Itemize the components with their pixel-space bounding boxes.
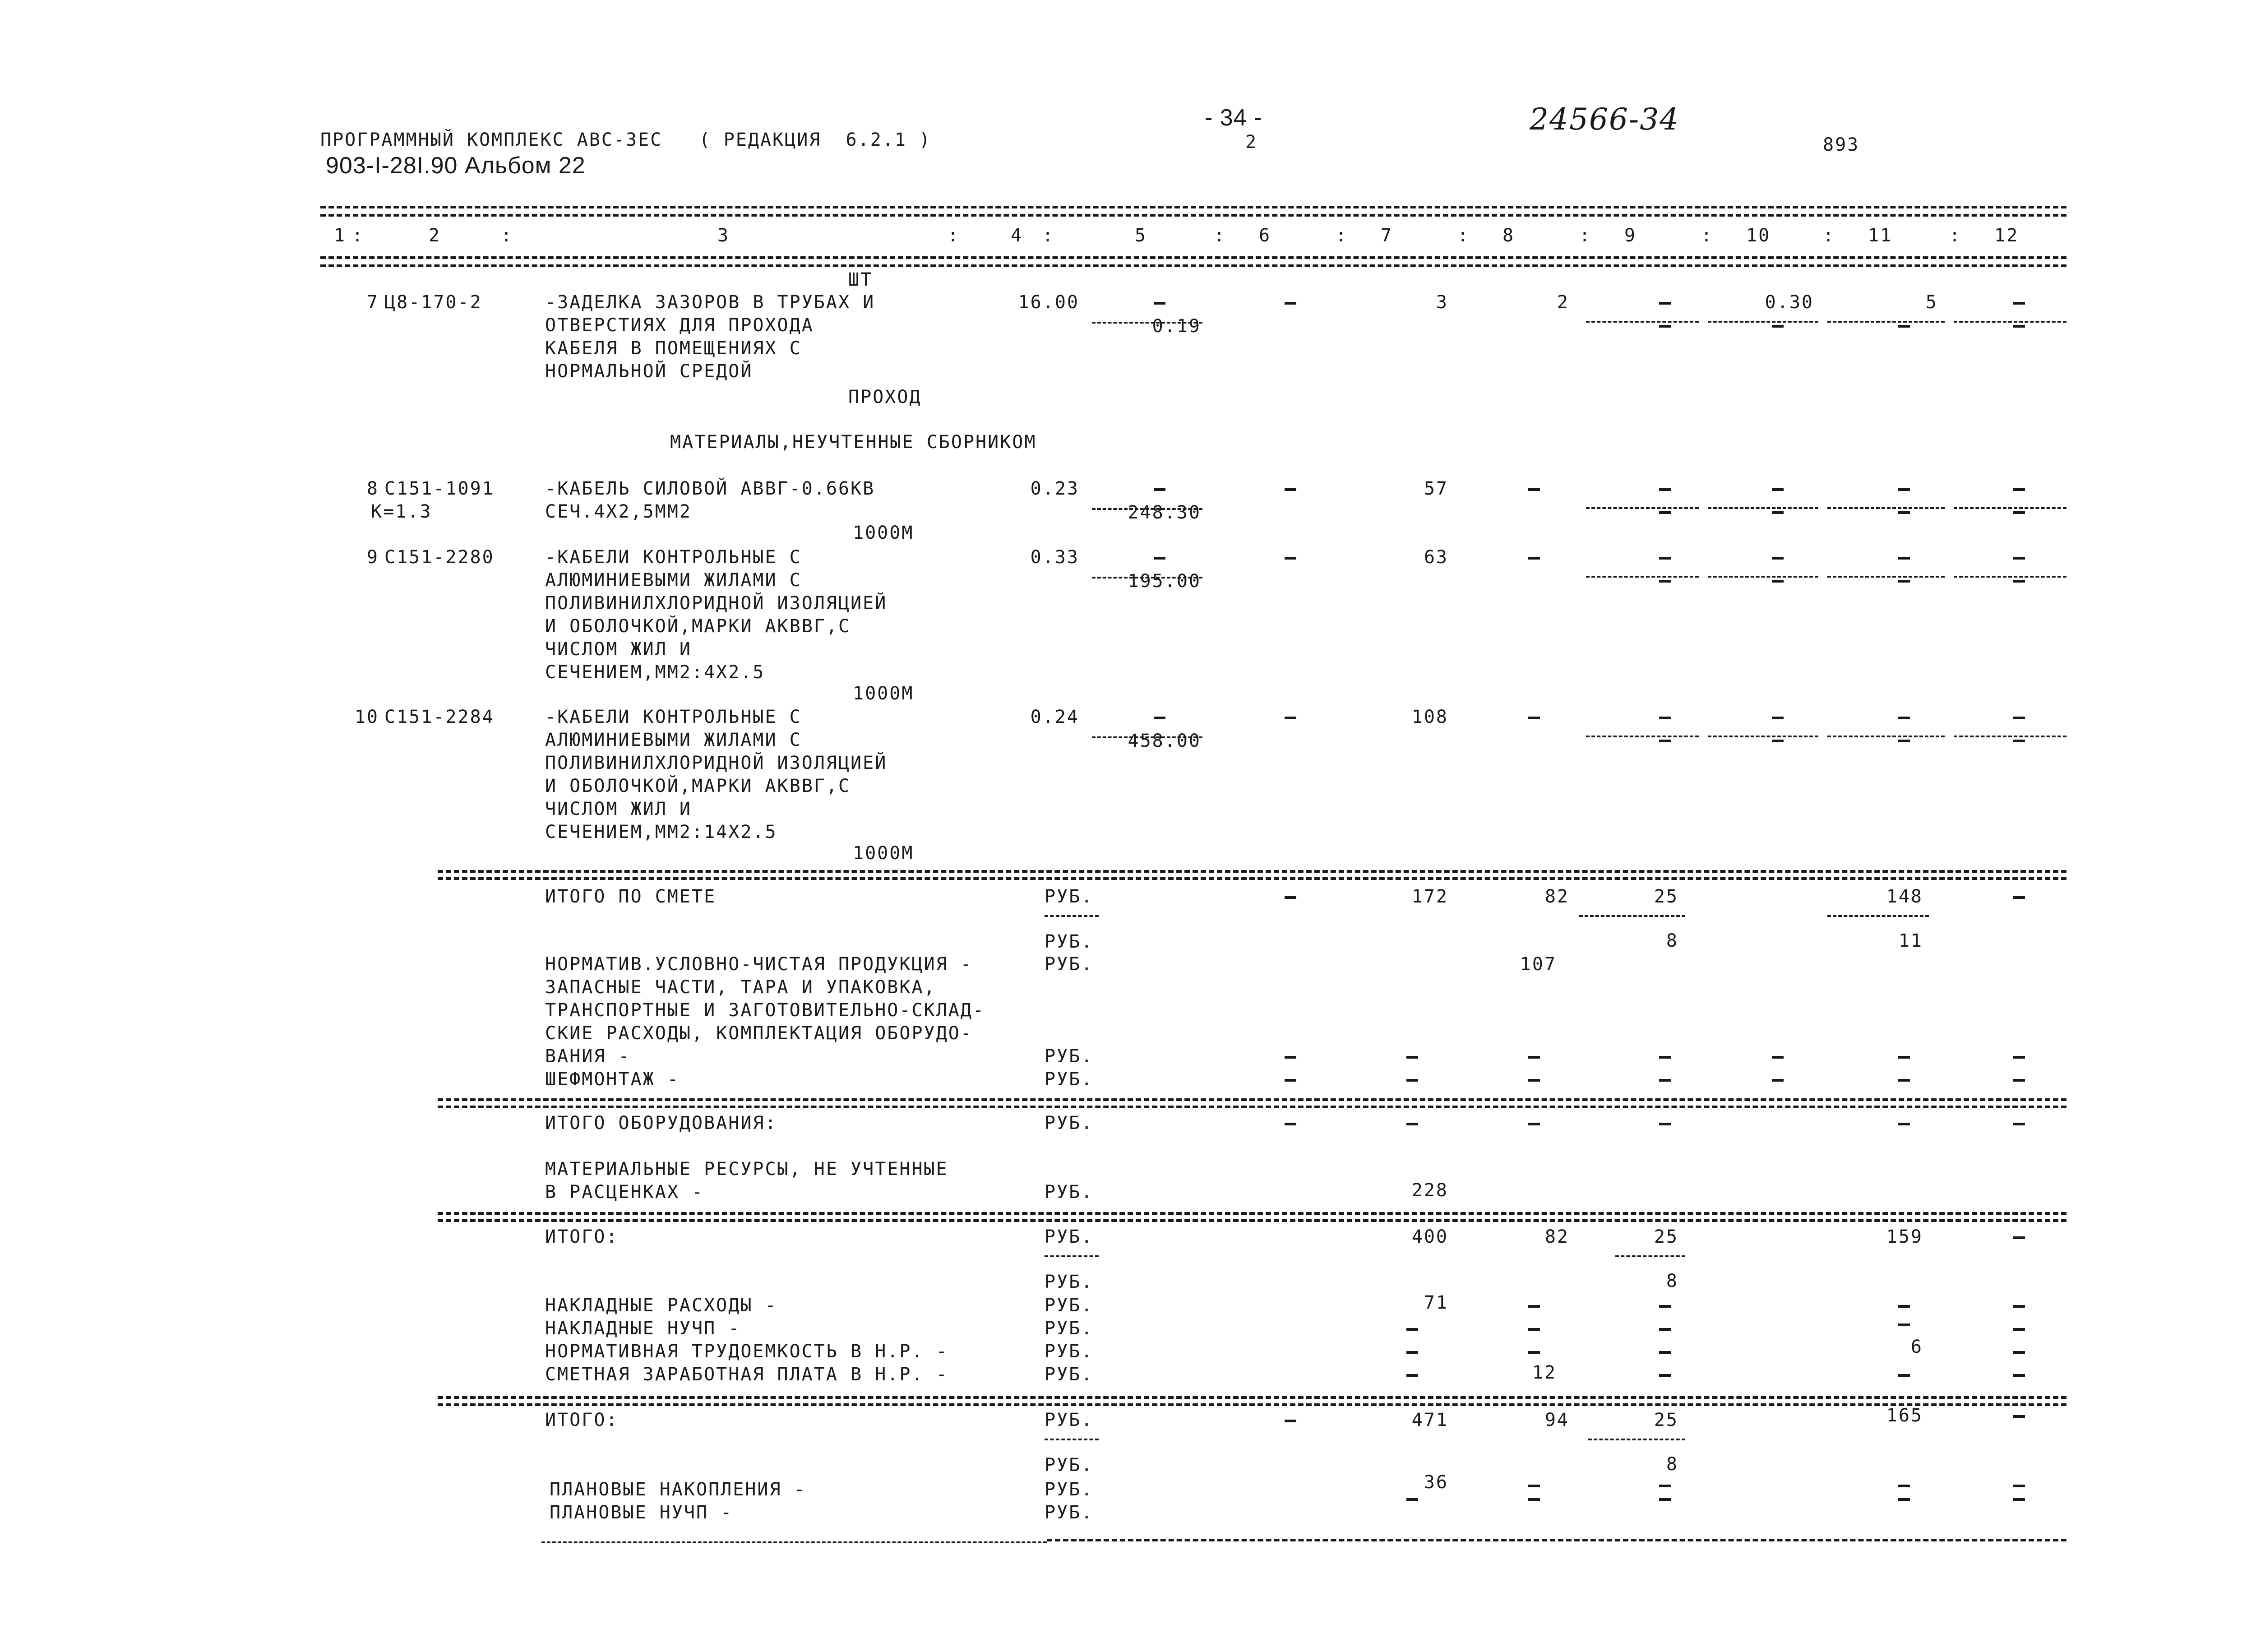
itogo2-c9: 25 — [1654, 1410, 1678, 1430]
overhead-line: НОРМАТИВНАЯ ТРУДОЕМКОСТЬ В Н.Р. - — [545, 1341, 948, 1362]
summary-rule-4b — [438, 1403, 2066, 1406]
itogo-smete-c11: 148 — [1886, 886, 1923, 907]
itogo-obor-c12-dash — [2013, 1123, 2025, 1125]
c6-dash — [1285, 302, 1296, 305]
item-name-line: ПОЛИВИНИЛХЛОРИДНОЙ ИЗОЛЯЦИЕЙ — [545, 753, 888, 773]
c11-rule — [1827, 576, 1945, 578]
currency-label: РУБ. — [1045, 1113, 1094, 1134]
summary-rule-2 — [438, 1098, 2066, 1101]
quantity: 0.24 — [1030, 707, 1079, 727]
item-name-line: -КАБЕЛИ КОНТРОЛЬНЫЕ С — [545, 707, 802, 727]
column-number-7: 7 — [1381, 225, 1393, 246]
itogo-smete-c8: 82 — [1544, 886, 1569, 907]
oh-c8-3 — [1528, 1351, 1540, 1354]
column-separator: : — [352, 225, 365, 246]
overhead-line: СМЕТНАЯ ЗАРАБОТНАЯ ПЛАТА В Н.Р. - — [545, 1364, 948, 1385]
normativ-c10-dash — [1772, 1056, 1784, 1059]
c10-rule — [1708, 576, 1818, 578]
sheet-number: 893 — [1823, 134, 1860, 155]
currency-label: РУБ. — [1045, 1046, 1094, 1067]
column-number-11: 11 — [1868, 225, 1893, 246]
c9-rule — [1586, 507, 1699, 509]
itogo-obor-c11-dash — [1898, 1123, 1910, 1125]
c9-value — [1659, 302, 1671, 305]
quantity: 0.23 — [1030, 478, 1079, 499]
c11b-dash — [1898, 325, 1910, 328]
column-separator: : — [948, 225, 960, 246]
item-name-line: СЕЧЕНИЕМ,ММ2:14Х2.5 — [545, 822, 777, 842]
item-name-line: -КАБЕЛЬ СИЛОВОЙ АВВГ-0.66КВ — [545, 478, 875, 499]
pl-c11-1 — [1898, 1485, 1910, 1487]
c12-value — [2013, 302, 2025, 305]
item-name-line: -ЗАДЕЛКА ЗАЗОРОВ В ТРУБАХ И — [545, 292, 875, 313]
normativ-line: ШЕФМОНТАЖ - — [545, 1069, 680, 1090]
c10-value — [1772, 557, 1784, 560]
c9-rule — [1588, 1439, 1685, 1440]
c9-rule — [1586, 576, 1699, 578]
document-number: 24566-34 — [1530, 102, 1680, 137]
normativ-c6-dash — [1285, 1079, 1296, 1082]
item-name-line: И ОБОЛОЧКОЙ,МАРКИ АКВВГ,С — [545, 616, 851, 637]
currency-label: РУБ. — [1045, 1182, 1094, 1203]
column-separator: : — [1701, 225, 1714, 246]
overhead-c11: 6 — [1910, 1337, 1923, 1357]
c12-rule — [1954, 736, 2066, 737]
normativ-c9-dash — [1659, 1079, 1671, 1082]
normativ-c11-dash — [1898, 1079, 1910, 1082]
normativ-c7-dash — [1406, 1056, 1418, 1059]
c8-value: 2 — [1557, 292, 1569, 313]
unit-label: ШТ — [848, 269, 873, 290]
itogo-label: ИТОГО: — [545, 1226, 619, 1247]
summary-rule-top2 — [438, 877, 2066, 880]
c5-top-dash — [1154, 302, 1165, 305]
row-number: 7 — [366, 292, 379, 313]
summary-rule-3b — [438, 1219, 2066, 1222]
overhead-c7: 71 — [1424, 1292, 1448, 1313]
normativ-c7-dash — [1406, 1079, 1418, 1082]
itogo-smete-c12 — [2013, 896, 2025, 899]
normativ-c11-dash — [1898, 1056, 1910, 1059]
itogo-obor-c8-dash — [1528, 1123, 1540, 1125]
overhead-line: НАКЛАДНЫЕ НУЧП - — [545, 1318, 741, 1339]
c9-rule — [1586, 736, 1699, 737]
currency-label: РУБ. — [1045, 886, 1094, 907]
column-separator: : — [1949, 225, 1962, 246]
c8-value — [1528, 717, 1540, 719]
section-title: МАТЕРИАЛЫ,НЕУЧТЕННЫЕ СБОРНИКОМ — [670, 432, 1037, 453]
oh-c11-2 — [1898, 1323, 1910, 1326]
currency-label: РУБ. — [1045, 1295, 1094, 1316]
c10-value — [1772, 488, 1784, 491]
column-number-5: 5 — [1135, 225, 1147, 246]
oh-c9-2 — [1659, 1328, 1671, 1331]
unit-label-bottom: 1000М — [853, 523, 914, 543]
pl-c12-1 — [2013, 1485, 2025, 1487]
summary-rule-3 — [438, 1212, 2066, 1215]
oh-c9-3 — [1659, 1351, 1671, 1354]
overhead-line: НАКЛАДНЫЕ РАСХОДЫ - — [545, 1295, 777, 1316]
c7-value: 63 — [1424, 547, 1448, 568]
c10-value — [1772, 717, 1784, 719]
c12b-dash — [2013, 511, 2025, 514]
normativ-c6-dash — [1285, 1056, 1296, 1059]
c11-value — [1898, 557, 1910, 560]
rate-code: Ц8-170-2 — [384, 292, 482, 313]
unit-cost: 458.00 — [1128, 731, 1201, 751]
c9-rule — [1579, 915, 1685, 917]
c12-rule — [1954, 507, 2066, 509]
currency-label: РУБ. — [1045, 1502, 1094, 1523]
summary-rule-top — [438, 870, 2066, 873]
rate-code: С151-2280 — [384, 547, 495, 568]
c11-rule — [1827, 321, 1945, 323]
unit-label-bottom: 1000М — [853, 683, 914, 704]
oh-c8-1 — [1528, 1305, 1540, 1308]
currency-label: РУБ. — [1045, 1410, 1094, 1430]
unit-label-bottom: 1000М — [853, 843, 914, 864]
column-separator: : — [1042, 225, 1055, 246]
quantity: 0.33 — [1030, 547, 1079, 568]
materials-c7: 228 — [1411, 1180, 1448, 1201]
program-title: ПРОГРАММНЫЙ КОМПЛЕКС АВС-3ЕС ( РЕДАКЦИЯ 6.2.1 ) — [320, 130, 932, 150]
itogo-c9: 25 — [1654, 1226, 1678, 1247]
c9-rule — [1615, 1255, 1685, 1257]
item-name-line: СЕЧЕНИЕМ,ММ2:4Х2.5 — [545, 662, 765, 683]
column-number-10: 10 — [1746, 225, 1771, 246]
oh-c12-1 — [2013, 1305, 2025, 1308]
column-number-2: 2 — [429, 225, 441, 246]
c8-value — [1528, 488, 1540, 491]
oh-c7-4 — [1406, 1374, 1418, 1377]
oh-c7-3 — [1406, 1351, 1418, 1354]
currency-label: РУБ. — [1045, 1479, 1094, 1500]
column-separator: : — [1579, 225, 1592, 246]
c10b-dash — [1772, 580, 1784, 583]
item-name-line: ЧИСЛОМ ЖИЛ И — [545, 799, 692, 819]
currency-label: РУБ. — [1045, 1318, 1094, 1339]
c11-value — [1898, 488, 1910, 491]
planned-c7: 36 — [1424, 1472, 1448, 1493]
pl-c9-1 — [1659, 1485, 1671, 1487]
pl-c11-2 — [1898, 1498, 1910, 1501]
c11b-dash — [1898, 740, 1910, 742]
itogo-c9b: 8 — [1666, 1271, 1678, 1291]
rub-rule — [1045, 915, 1099, 917]
row-number: 9 — [366, 547, 379, 568]
c12-rule — [1954, 321, 2066, 323]
column-separator: : — [1823, 225, 1835, 246]
itogo2-label: ИТОГО: — [545, 1410, 619, 1430]
unit-label-bottom: ПРОХОД — [848, 387, 922, 407]
currency-label: РУБ. — [1045, 954, 1094, 975]
c10-rule — [1708, 321, 1818, 323]
c10-value: 0.30 — [1765, 292, 1814, 313]
quantity: 16.00 — [1018, 292, 1079, 313]
column-number-4: 4 — [1011, 225, 1023, 246]
c9b-dash — [1659, 580, 1671, 583]
c11b-dash — [1898, 580, 1910, 583]
column-number-1: 1 — [334, 225, 347, 246]
normativ-line: СКИЕ РАСХОДЫ, КОМПЛЕКТАЦИЯ ОБОРУДО- — [545, 1023, 973, 1044]
row-number: 10 — [354, 707, 379, 727]
column-separator: : — [501, 225, 513, 246]
c5-top-dash — [1154, 488, 1165, 491]
column-separator: : — [1457, 225, 1470, 246]
normativ-c12-dash — [2013, 1056, 2025, 1059]
planned-line: ПЛАНОВЫЕ НУЧП - — [550, 1502, 733, 1523]
itogo-c12 — [2013, 1236, 2025, 1239]
normativ-line: ЗАПАСНЫЕ ЧАСТИ, ТАРА И УПАКОВКА, — [545, 977, 936, 998]
normativ-c8-dash — [1528, 1056, 1540, 1059]
c12b-dash — [2013, 325, 2025, 328]
page-sub-number: 2 — [1245, 132, 1258, 153]
c12b-dash — [2013, 740, 2025, 742]
normativ-line: ТРАНСПОРТНЫЕ И ЗАГОТОВИТЕЛЬНО-СКЛАД- — [545, 1000, 985, 1021]
header-rule-top2 — [320, 214, 2066, 217]
item-name-line: КАБЕЛЯ В ПОМЕЩЕНИЯХ С — [545, 338, 802, 359]
currency-label: РУБ. — [1045, 1341, 1094, 1362]
c6-dash — [1285, 488, 1296, 491]
itogo-obor-c6-dash — [1285, 1123, 1296, 1125]
c12-rule — [1954, 576, 2066, 578]
c10b-dash — [1772, 511, 1784, 514]
overhead-c8: 12 — [1532, 1362, 1557, 1383]
c12-value — [2013, 488, 2025, 491]
c12b-dash — [2013, 580, 2025, 583]
itogo-oborudovaniya-label: ИТОГО ОБОРУДОВАНИЯ: — [545, 1113, 777, 1134]
c9-value — [1659, 488, 1671, 491]
c12-value — [2013, 557, 2025, 560]
pl-c12-2 — [2013, 1498, 2025, 1501]
header-rule-bottom — [320, 256, 2066, 259]
rate-coefficient: К=1.3 — [371, 501, 432, 522]
itogo-smete-c9: 25 — [1654, 886, 1678, 907]
column-number-9: 9 — [1624, 225, 1637, 246]
itogo-smete-label: ИТОГО ПО СМЕТЕ — [545, 886, 717, 907]
item-name-line: ОТВЕРСТИЯХ ДЛЯ ПРОХОДА — [545, 315, 814, 336]
c12-value — [2013, 717, 2025, 719]
pl-c9-2 — [1659, 1498, 1671, 1501]
currency-label: РУБ. — [1045, 1272, 1094, 1292]
c5-top-dash — [1154, 557, 1165, 560]
column-number-8: 8 — [1502, 225, 1515, 246]
c10b-dash — [1772, 740, 1784, 742]
itogo-smete-c7: 172 — [1411, 886, 1448, 907]
c9b-dash — [1659, 740, 1671, 742]
item-name-line: АЛЮМИНИЕВЫМИ ЖИЛАМИ С — [545, 570, 802, 591]
itogo-c8: 82 — [1544, 1226, 1569, 1247]
column-separator: : — [1336, 225, 1348, 246]
rub-rule — [1045, 1255, 1099, 1257]
itogo2-c6 — [1285, 1420, 1296, 1422]
normativ-c10-dash — [1772, 1079, 1784, 1082]
c6-dash — [1285, 717, 1296, 719]
itogo2-c8: 94 — [1544, 1410, 1569, 1430]
rate-code: С151-1091 — [384, 478, 495, 499]
normativ-line: ВАНИЯ - — [545, 1046, 631, 1067]
column-number-3: 3 — [717, 225, 730, 246]
column-number-12: 12 — [1994, 225, 2019, 246]
oh-c12-2 — [2013, 1328, 2025, 1331]
normativ-c8: 107 — [1520, 954, 1557, 975]
normativ-line: НОРМАТИВ.УСЛОВНО-ЧИСТАЯ ПРОДУКЦИЯ - — [545, 954, 973, 975]
oh-c12-4 — [2013, 1374, 2025, 1377]
oh-c9-4 — [1659, 1374, 1671, 1377]
currency-label: РУБ. — [1045, 1069, 1094, 1090]
currency-label: РУБ. — [1045, 1364, 1094, 1385]
oh-c9-1 — [1659, 1305, 1671, 1308]
c9b-dash — [1659, 325, 1671, 328]
currency-label: РУБ. — [1045, 1226, 1094, 1247]
normativ-c8-dash — [1528, 1079, 1540, 1082]
header-rule-top — [320, 206, 2066, 208]
itogo-smete-c6 — [1285, 896, 1296, 899]
c11b-dash — [1898, 511, 1910, 514]
itogo-smete-c9b: 8 — [1666, 930, 1678, 951]
pl-c7-2 — [1406, 1498, 1418, 1501]
c9b-dash — [1659, 511, 1671, 514]
c11-value: 5 — [1925, 292, 1938, 313]
page-number: - 34 - — [1205, 105, 1262, 131]
column-separator: : — [1214, 225, 1226, 246]
itogo2-c9b: 8 — [1666, 1454, 1678, 1475]
materials-line: В РАСЦЕНКАХ - — [545, 1182, 704, 1203]
normativ-c12-dash — [2013, 1079, 2025, 1082]
oh-c11-1 — [1898, 1305, 1910, 1308]
itogo-obor-c9-dash — [1659, 1123, 1671, 1125]
c10-rule — [1708, 507, 1818, 509]
item-name-line: ПОЛИВИНИЛХЛОРИДНОЙ ИЗОЛЯЦИЕЙ — [545, 593, 888, 614]
itogo-c7: 400 — [1411, 1226, 1448, 1247]
c10b-dash — [1772, 325, 1784, 328]
summary-rule-4 — [438, 1396, 2066, 1399]
oh-c12-3 — [2013, 1351, 2025, 1354]
itogo-c11: 159 — [1886, 1226, 1923, 1247]
item-name-line: НОРМАЛЬНОЙ СРЕДОЙ — [545, 361, 753, 382]
item-name-line: ЧИСЛОМ ЖИЛ И — [545, 639, 692, 660]
c6-dash — [1285, 557, 1296, 560]
c7-value: 108 — [1411, 707, 1448, 727]
item-name-line: СЕЧ.4Х2,5ММ2 — [545, 501, 692, 522]
item-name-line: АЛЮМИНИЕВЫМИ ЖИЛАМИ С — [545, 730, 802, 750]
rate-code: С151-2284 — [384, 707, 495, 727]
unit-cost: 248.30 — [1128, 502, 1201, 523]
planned-line: ПЛАНОВЫЕ НАКОПЛЕНИЯ - — [550, 1479, 806, 1500]
itogo-obor-c7-dash — [1406, 1123, 1418, 1125]
item-name-line: -КАБЕЛИ КОНТРОЛЬНЫЕ С — [545, 547, 802, 568]
normativ-c9-dash — [1659, 1056, 1671, 1059]
c5-top-dash — [1154, 717, 1165, 719]
c9-value — [1659, 557, 1671, 560]
item-name-line: И ОБОЛОЧКОЙ,МАРКИ АКВВГ,С — [545, 776, 851, 796]
itogo2-c11: 165 — [1886, 1405, 1923, 1426]
row-number: 8 — [366, 478, 379, 499]
c11-rule — [1827, 507, 1945, 509]
unit-cost: 195.00 — [1128, 571, 1201, 592]
itogo-smete-c11b: 11 — [1898, 930, 1923, 951]
rub-rule — [1045, 1439, 1099, 1440]
oh-c8-2 — [1528, 1328, 1540, 1331]
unit-cost: 0.19 — [1152, 316, 1201, 337]
project-title: 903-I-28I.90 Альбом 22 — [326, 153, 586, 179]
header-rule-bottom2 — [320, 264, 2066, 267]
pl-c8-1 — [1528, 1485, 1540, 1487]
summary-rule-2b — [438, 1106, 2066, 1108]
pl-c8-2 — [1528, 1498, 1540, 1501]
c11-rule — [1827, 736, 1945, 737]
c9-rule — [1586, 321, 1699, 323]
column-number-6: 6 — [1259, 225, 1271, 246]
summary-rule-bottom-left — [541, 1541, 1047, 1543]
itogo2-c7: 471 — [1411, 1410, 1448, 1430]
c7-value: 3 — [1436, 292, 1448, 313]
c11-value — [1898, 717, 1910, 719]
c7-value: 57 — [1424, 478, 1448, 499]
c8-value — [1528, 557, 1540, 560]
c9-value — [1659, 717, 1671, 719]
currency-label: РУБ. — [1045, 931, 1094, 952]
c10-rule — [1708, 736, 1818, 737]
itogo2-c12 — [2013, 1415, 2025, 1418]
currency-label: РУБ. — [1045, 1455, 1094, 1476]
summary-rule-bottom — [1047, 1539, 2066, 1541]
c11-rule — [1827, 915, 1929, 917]
oh-c7-2 — [1406, 1328, 1418, 1331]
oh-c11-4 — [1898, 1374, 1910, 1377]
materials-line: МАТЕРИАЛЬНЫЕ РЕСУРСЫ, НЕ УЧТЕННЫЕ — [545, 1159, 948, 1180]
